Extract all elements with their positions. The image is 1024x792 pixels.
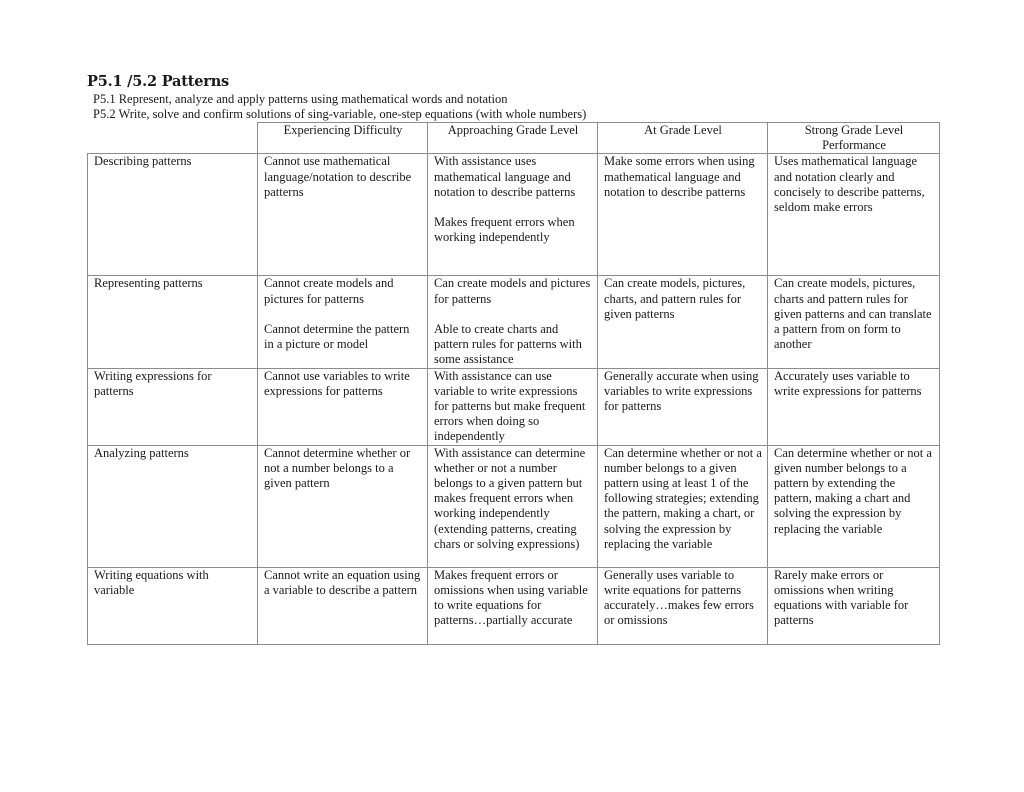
rubric-cell-approaching-grade-level xyxy=(428,368,598,445)
rubric-corner-cell xyxy=(88,123,258,154)
document-title: P5.1 /5.2 Patterns xyxy=(87,73,230,90)
document-page xyxy=(87,72,939,645)
cell-paragraph: Cannot use variables to write expressions for patterns xyxy=(264,368,410,398)
cell-paragraph: Generally uses variable to write equations for patterns accurately…makes few errors or omissions xyxy=(604,567,754,628)
rubric-cell-experiencing-difficulty xyxy=(258,368,428,445)
rubric-table xyxy=(87,122,940,645)
rubric-cell-experiencing-difficulty xyxy=(258,276,428,368)
rubric-cell-strong-grade-level xyxy=(768,276,940,368)
header-experiencing-difficulty: Experiencing Difficulty xyxy=(258,123,428,154)
cell-paragraph: Able to create charts and pattern rules for patterns with some assistance xyxy=(434,322,582,367)
cell-paragraph: Cannot determine whether or not a number belongs to a given pattern xyxy=(264,445,411,491)
cell-paragraph: Uses mathematical language and notation clearly and concisely to describe patterns, seldom make errors xyxy=(774,154,925,215)
cell-paragraph: Can create models and pictures for patterns xyxy=(434,276,591,306)
criterion-cell: Describing patterns xyxy=(88,154,258,276)
cell-paragraph: Can determine whether or not a given number belongs to a pattern by extending the pattern, making a chart and solving the expression by replacing the variable xyxy=(774,445,932,536)
rubric-cell-experiencing-difficulty xyxy=(258,154,428,276)
rubric-cell-approaching-grade-level xyxy=(428,567,598,644)
cell-paragraph: Make some errors when using mathematical language and notation to describe patterns xyxy=(604,154,755,199)
criterion-cell: Analyzing patterns xyxy=(88,445,258,567)
cell-paragraph: With assistance can use variable to write expressions for patterns but make frequent errors when doing so independently xyxy=(434,368,586,444)
rubric-cell-strong-grade-level xyxy=(768,368,940,445)
rubric-cell-at-grade-level xyxy=(598,445,768,567)
rubric-cell-experiencing-difficulty xyxy=(258,567,428,644)
standard-line-p5-2: P5.2 Write, solve and confirm solutions of sing-variable, one-step equations (with whole numbers) xyxy=(93,107,587,121)
rubric-row-representing-patterns xyxy=(88,276,940,368)
cell-paragraph: Can create models, pictures, charts and pattern rules for given patterns and can translate a pattern from on form to another xyxy=(774,276,932,352)
rubric-cell-at-grade-level xyxy=(598,368,768,445)
header-approaching-grade-level: Approaching Grade Level xyxy=(428,123,598,154)
rubric-cell-strong-grade-level xyxy=(768,154,940,276)
cell-paragraph: Accurately uses variable to write expressions for patterns xyxy=(774,368,922,398)
rubric-row-describing-patterns xyxy=(88,154,940,276)
rubric-row-writing-expressions xyxy=(88,368,940,445)
rubric-header-row xyxy=(88,123,940,154)
standard-line-p5-1: P5.1 Represent, analyze and apply patterns using mathematical words and notation xyxy=(93,92,508,106)
rubric-cell-experiencing-difficulty xyxy=(258,445,428,567)
cell-paragraph: With assistance uses mathematical language and notation to describe patterns xyxy=(434,154,576,199)
cell-paragraph: Cannot determine the pattern in a picture or model xyxy=(264,322,410,352)
cell-paragraph: Can create models, pictures, charts, and pattern rules for given patterns xyxy=(604,276,746,321)
cell-paragraph: Can determine whether or not a number belongs to a given pattern using at least 1 of the following strategies; extending the pattern, making a chart, or solving the expression by replacing the variable xyxy=(604,445,762,551)
cell-paragraph: Cannot create models and pictures for patterns xyxy=(264,276,394,306)
rubric-cell-at-grade-level xyxy=(598,276,768,368)
cell-paragraph: Makes frequent errors or omissions when using variable to write equations for patterns…partially accurate xyxy=(434,567,588,628)
cell-paragraph: With assistance can determine whether or not a number belongs to a given pattern but makes frequent errors when working independently (extending patterns, creating chars or solving expressions) xyxy=(434,445,586,551)
rubric-row-writing-equations xyxy=(88,567,940,644)
header-at-grade-level: At Grade Level xyxy=(598,123,768,154)
cell-paragraph: Generally accurate when using variables to write expressions for patterns xyxy=(604,368,759,414)
rubric-cell-approaching-grade-level xyxy=(428,276,598,368)
rubric-cell-at-grade-level xyxy=(598,567,768,644)
rubric-cell-strong-grade-level xyxy=(768,445,940,567)
rubric-row-analyzing-patterns xyxy=(88,445,940,567)
rubric-cell-approaching-grade-level xyxy=(428,154,598,276)
criterion-cell: Representing patterns xyxy=(88,276,258,368)
rubric-cell-strong-grade-level xyxy=(768,567,940,644)
cell-paragraph: Cannot use mathematical language/notation to describe patterns xyxy=(264,154,412,199)
cell-paragraph: Cannot write an equation using a variable to describe a pattern xyxy=(264,567,421,597)
rubric-body xyxy=(88,154,940,644)
criterion-cell: Writing equations with variable xyxy=(88,567,258,644)
cell-paragraph: Rarely make errors or omissions when writing equations with variable for patterns xyxy=(774,567,909,628)
header-strong-grade-level: Strong Grade Level Performance xyxy=(768,123,940,154)
rubric-cell-at-grade-level xyxy=(598,154,768,276)
cell-paragraph: Makes frequent errors when working independently xyxy=(434,215,575,245)
criterion-cell: Writing expressions for patterns xyxy=(88,368,258,445)
rubric-cell-approaching-grade-level xyxy=(428,445,598,567)
